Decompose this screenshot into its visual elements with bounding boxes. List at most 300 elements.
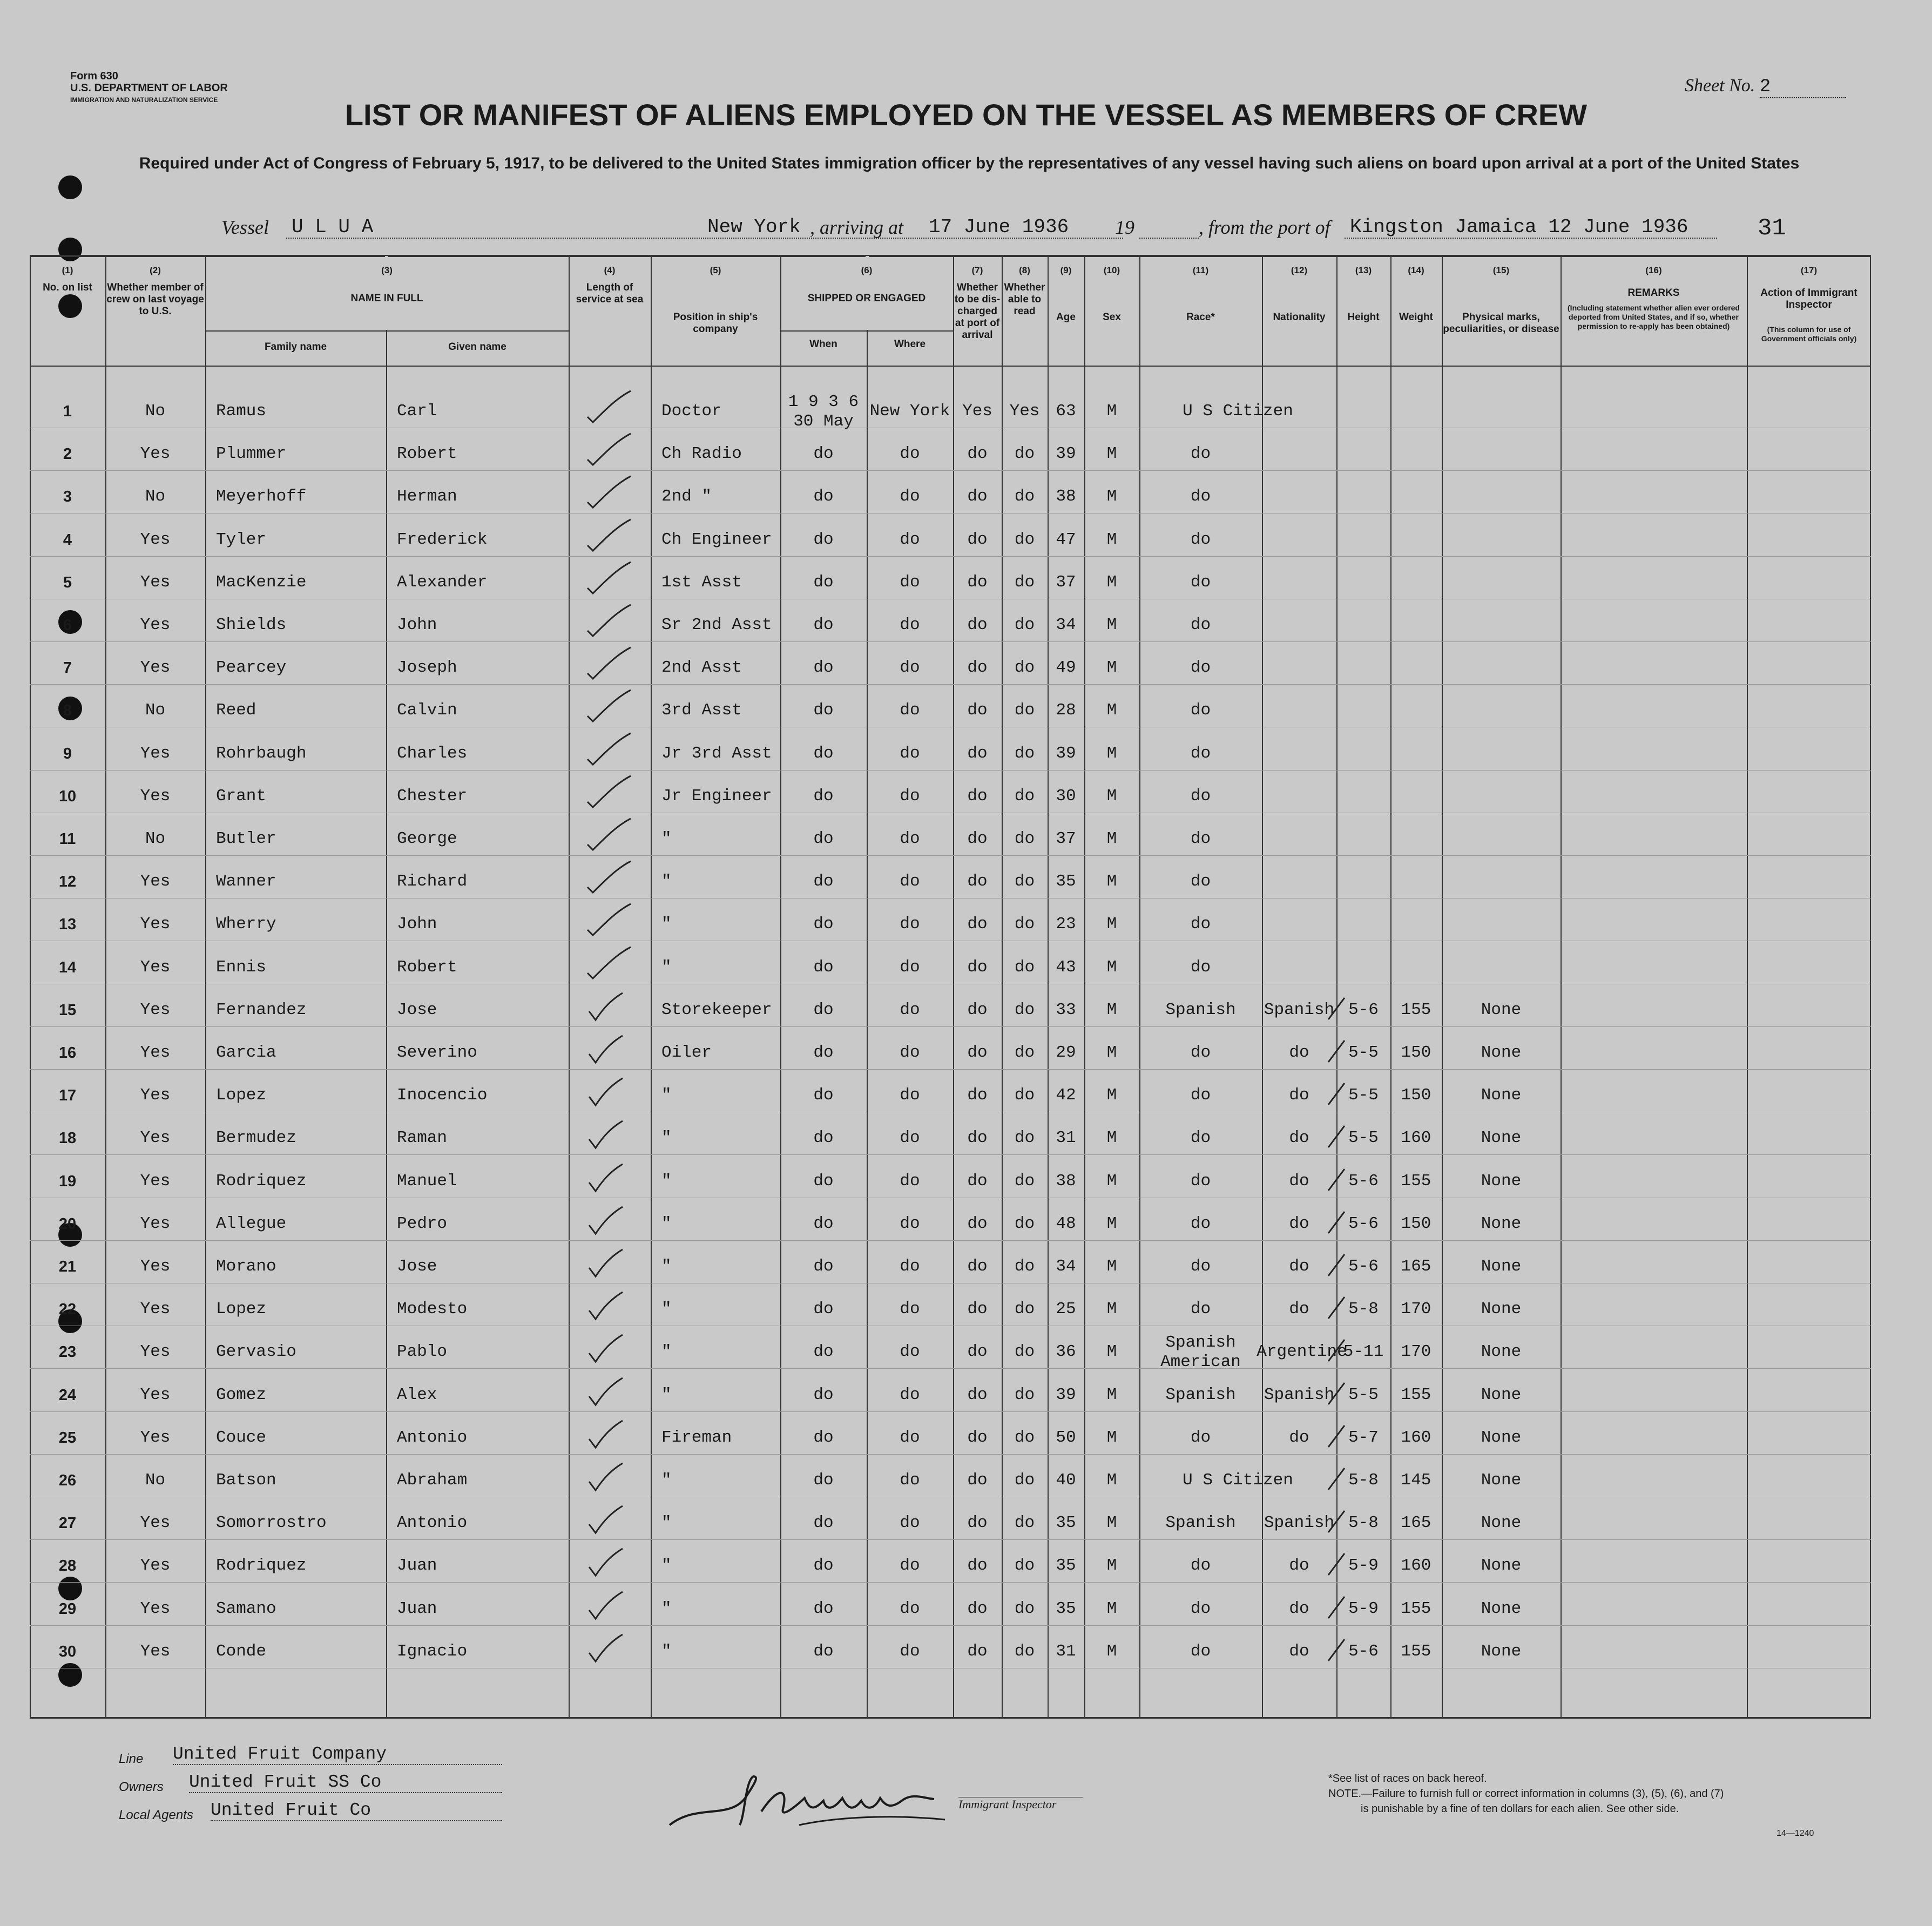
shipped-where: do [900, 1257, 920, 1276]
tick-mark-icon [1326, 1337, 1347, 1364]
nationality: do [1289, 1214, 1309, 1233]
position: " [661, 1086, 672, 1105]
last-voyage: Yes [140, 1000, 171, 1019]
position: " [661, 1513, 672, 1533]
family-name-header: Family name [264, 341, 327, 353]
age: 42 [1056, 1086, 1076, 1105]
form-number: Form 630 [70, 70, 118, 82]
shipped-where: do [900, 572, 920, 592]
race-note: *See list of races on back hereof. [1328, 1773, 1487, 1785]
last-voyage: Yes [140, 1385, 171, 1404]
discharged: do [967, 829, 988, 848]
nationality: do [1289, 1128, 1309, 1148]
last-voyage: Yes [140, 915, 171, 934]
last-voyage: Yes [140, 1428, 171, 1447]
last-voyage: No [145, 829, 166, 848]
given-name: Manuel [397, 1171, 457, 1191]
shipped-where: do [900, 487, 920, 506]
shipped-when: do [813, 701, 834, 720]
sex: M [1106, 530, 1117, 549]
weight: 160 [1401, 1128, 1431, 1148]
race: do [1190, 616, 1211, 634]
able-to-read: do [1014, 915, 1035, 934]
sex: M [1106, 1556, 1117, 1576]
position: " [661, 1599, 672, 1618]
sex: M [1106, 1086, 1117, 1105]
check-mark-icon [585, 946, 633, 984]
given-name: Inocencio [397, 1086, 488, 1105]
last-voyage: Yes [140, 744, 171, 763]
nationality: do [1289, 1043, 1309, 1062]
able-to-read: do [1014, 487, 1035, 506]
position: " [661, 872, 672, 891]
sheet-value: 2 [1760, 77, 1846, 98]
sex: M [1106, 444, 1117, 464]
discharged: do [967, 530, 988, 549]
able-to-read: do [1014, 530, 1035, 549]
column-header: Weight [1399, 312, 1433, 323]
able-to-read: do [1014, 1171, 1035, 1191]
shipped-when: do [813, 1471, 834, 1490]
position: Fireman [661, 1428, 732, 1447]
last-voyage: Yes [140, 1043, 171, 1062]
discharged: do [967, 616, 988, 634]
given-name: George [397, 829, 457, 848]
height: 5-7 [1348, 1428, 1379, 1447]
column-number: (3) [381, 265, 393, 275]
column-number: (7) [971, 265, 983, 275]
family-name: Reed [216, 701, 256, 720]
weight: 155 [1401, 1641, 1431, 1661]
able-to-read: do [1014, 1257, 1035, 1276]
shipped-when: do [813, 1385, 834, 1404]
check-mark-icon [585, 1160, 633, 1198]
shipped-when: do [813, 744, 834, 763]
family-name: Somorrostro [216, 1513, 327, 1533]
shipped-where: do [900, 530, 920, 549]
physical-marks: None [1481, 1556, 1522, 1576]
last-voyage: Yes [140, 1128, 171, 1148]
check-mark-icon [585, 646, 633, 684]
column-number: (2) [150, 265, 161, 275]
vessel-name: U L U A [292, 216, 374, 238]
form-code: 14—1240 [1776, 1829, 1814, 1838]
physical-marks: None [1481, 1641, 1522, 1661]
family-name: Gomez [216, 1385, 267, 1404]
check-mark-icon [585, 1117, 633, 1154]
family-name: Lopez [216, 1086, 267, 1105]
column-header: Race* [1186, 312, 1215, 323]
last-voyage: Yes [140, 957, 171, 977]
discharged: do [967, 1342, 988, 1362]
check-mark-icon [585, 817, 633, 855]
nationality: do [1289, 1300, 1309, 1319]
shipped-when: do [813, 616, 834, 634]
column-header: Whether able to read [1004, 282, 1045, 317]
column-number: (1) [62, 265, 73, 275]
age: 34 [1056, 1257, 1076, 1276]
last-voyage: No [145, 701, 166, 720]
race: do [1190, 572, 1211, 592]
shipped-when: do [813, 530, 834, 549]
able-to-read: do [1014, 616, 1035, 634]
check-mark-icon [585, 1544, 633, 1582]
age: 23 [1056, 915, 1076, 934]
sex: M [1106, 829, 1117, 848]
last-voyage: Yes [140, 616, 171, 634]
position: " [661, 915, 672, 934]
arriving-label: , arriving at [810, 217, 904, 238]
race: American [1160, 1353, 1241, 1372]
age: 49 [1056, 658, 1076, 678]
last-voyage: Yes [140, 786, 171, 806]
shipped-when: do [813, 1171, 834, 1191]
height: 5-6 [1348, 1641, 1379, 1661]
shipped-when: do [813, 1043, 834, 1062]
age: 43 [1056, 957, 1076, 977]
height: 5-9 [1348, 1556, 1379, 1576]
family-name: Shields [216, 616, 287, 634]
family-name: Rodriquez [216, 1556, 307, 1576]
age: 63 [1056, 402, 1076, 421]
family-name: Meyerhoff [216, 487, 307, 506]
race: Spanish [1165, 1385, 1236, 1404]
sex: M [1106, 701, 1117, 720]
discharged: do [967, 1000, 988, 1019]
able-to-read: do [1014, 872, 1035, 891]
shipped-where: do [900, 1000, 920, 1019]
nationality: Spanish [1264, 1000, 1335, 1019]
sex: M [1106, 1471, 1117, 1490]
last-voyage: Yes [140, 1641, 171, 1661]
given-name: Herman [397, 487, 457, 506]
column-number: (12) [1291, 265, 1308, 275]
position: Jr Engineer [661, 786, 772, 806]
column-number: (16) [1645, 265, 1662, 275]
check-mark-icon [585, 1502, 633, 1539]
able-to-read: do [1014, 1428, 1035, 1447]
tick-mark-icon [1326, 1551, 1347, 1578]
check-mark-icon [585, 518, 633, 556]
shipped-when: do [813, 1300, 834, 1319]
position: Jr 3rd Asst [661, 744, 772, 763]
family-name: Ramus [216, 402, 267, 421]
given-name: Frederick [397, 530, 488, 549]
discharged: do [967, 1471, 988, 1490]
line-number: 16 [58, 1044, 77, 1062]
family-name: Fernandez [216, 1000, 307, 1019]
discharged: do [967, 915, 988, 934]
column-number: (14) [1408, 265, 1424, 275]
able-to-read: do [1014, 1043, 1035, 1062]
tick-mark-icon [1326, 1465, 1347, 1492]
sex: M [1106, 402, 1117, 421]
able-to-read: do [1014, 572, 1035, 592]
position: Ch Radio [661, 444, 742, 464]
shipped-when: do [813, 1086, 834, 1105]
last-voyage: Yes [140, 872, 171, 891]
shipped-when: 30 May [793, 412, 854, 431]
footer-notes [1328, 1771, 1847, 1816]
sheet-label: Sheet No. [1685, 76, 1755, 96]
age: 47 [1056, 530, 1076, 549]
last-voyage: Yes [140, 1214, 171, 1233]
given-name: Chester [397, 786, 468, 806]
position: " [661, 1641, 672, 1661]
physical-marks: None [1481, 1599, 1522, 1618]
line-number: 3 [63, 488, 72, 506]
given-name: Modesto [397, 1300, 468, 1319]
shipped-where: do [900, 744, 920, 763]
last-voyage: Yes [140, 444, 171, 464]
race: do [1190, 1428, 1211, 1447]
tick-mark-icon [1326, 1508, 1347, 1535]
shipped-when: do [813, 1214, 834, 1233]
shipped-when: do [813, 1128, 834, 1148]
family-name: Conde [216, 1641, 267, 1661]
given-name: Pablo [397, 1342, 448, 1362]
age: 36 [1056, 1342, 1076, 1362]
line-number: 14 [58, 958, 77, 976]
last-voyage: Yes [140, 572, 171, 592]
vessel-label: Vessel [221, 217, 269, 238]
sex: M [1106, 1513, 1117, 1533]
from-port-label: , from the port of [1199, 217, 1330, 238]
race: Spanish [1165, 1333, 1236, 1353]
shipped-when: do [813, 1513, 834, 1533]
shipped-where: do [900, 444, 920, 464]
last-voyage: Yes [140, 530, 171, 549]
discharged: do [967, 1214, 988, 1233]
line-number: 8 [63, 702, 72, 720]
last-voyage: Yes [140, 1300, 171, 1319]
age: 35 [1056, 1599, 1076, 1618]
column-header: Age [1056, 312, 1076, 323]
race: do [1190, 701, 1211, 720]
given-name: Carl [397, 402, 437, 421]
race: Spanish [1165, 1000, 1236, 1019]
sex: M [1106, 1214, 1117, 1233]
age: 35 [1056, 1513, 1076, 1533]
height: 5-6 [1348, 1214, 1379, 1233]
shipped-when: do [813, 658, 834, 678]
shipped-where: do [900, 1641, 920, 1661]
discharged: do [967, 1043, 988, 1062]
penalty-note-continued: is punishable by a fine of ten dollars for each alien. See other side. [1361, 1803, 1679, 1815]
given-name: Richard [397, 872, 468, 891]
position: Sr 2nd Asst [661, 616, 772, 634]
column-header: Length of service at sea [576, 282, 644, 305]
sex: M [1106, 1385, 1117, 1404]
age: 38 [1056, 1171, 1076, 1191]
check-mark-icon [585, 604, 633, 641]
shipped-when: do [813, 829, 834, 848]
age: 35 [1056, 872, 1076, 891]
last-voyage: Yes [140, 1556, 171, 1576]
able-to-read: do [1014, 1471, 1035, 1490]
position: " [661, 1471, 672, 1490]
column-number: (5) [710, 265, 721, 275]
race: do [1190, 1300, 1211, 1319]
position: Storekeeper [661, 1000, 772, 1019]
race: do [1190, 1556, 1211, 1576]
column-number: (15) [1492, 265, 1510, 275]
race: do [1190, 786, 1211, 806]
height: 5-11 [1343, 1342, 1384, 1362]
discharged: do [967, 1385, 988, 1404]
position: 2nd " [661, 487, 712, 506]
shipped-when: do [813, 872, 834, 891]
discharged: do [967, 1128, 988, 1148]
discharged: do [967, 1556, 988, 1576]
family-name: Ennis [216, 957, 267, 977]
able-to-read: do [1014, 1556, 1035, 1576]
column-header: Sex [1103, 312, 1121, 323]
given-name: Pedro [397, 1214, 448, 1233]
shipped-when: do [813, 1000, 834, 1019]
discharged: do [967, 1171, 988, 1191]
shipped-where: do [900, 829, 920, 848]
sex: M [1106, 1171, 1117, 1191]
check-mark-icon [585, 775, 633, 813]
able-to-read: do [1014, 1385, 1035, 1404]
nationality: do [1289, 1599, 1309, 1618]
sex: M [1106, 915, 1117, 934]
crew-manifest-table [30, 255, 1871, 1718]
weight: 170 [1401, 1342, 1431, 1362]
shipped-when: do [813, 1342, 834, 1362]
check-mark-icon [585, 903, 633, 941]
where-header: Where [894, 339, 926, 350]
age: 33 [1056, 1000, 1076, 1019]
race: Spanish [1165, 1513, 1236, 1533]
remarks-note: (Including statement whether alien ever ordered deported from United States, and if so, whether permission to re-apply has been obtained) [1568, 303, 1740, 330]
shipped-where: do [900, 1171, 920, 1191]
shipped-where: do [900, 658, 920, 678]
given-name: Severino [397, 1043, 477, 1062]
family-name: Garcia [216, 1043, 276, 1062]
line-number: 19 [58, 1172, 77, 1190]
race: do [1190, 530, 1211, 549]
last-voyage: Yes [140, 1342, 171, 1362]
age: 40 [1056, 1471, 1076, 1490]
nationality: Spanish [1264, 1513, 1335, 1533]
family-name: Tyler [216, 530, 267, 549]
discharged: do [967, 658, 988, 678]
check-mark-icon [585, 1374, 633, 1411]
column-number: (17) [1800, 265, 1818, 275]
discharged: do [967, 1086, 988, 1105]
owners-value: United Fruit SS Co [189, 1772, 502, 1793]
year-label: 19 [1115, 217, 1134, 238]
given-name-header: Given name [448, 341, 506, 353]
tick-mark-icon [1326, 995, 1347, 1022]
last-voyage: No [145, 1471, 166, 1490]
discharged: Yes [962, 402, 992, 421]
sex: M [1106, 744, 1117, 763]
weight: 165 [1401, 1513, 1431, 1533]
owner-information [119, 1744, 713, 1828]
shipped-where: do [900, 1599, 920, 1618]
able-to-read: do [1014, 786, 1035, 806]
when-header: When [809, 339, 837, 350]
race: do [1190, 1171, 1211, 1191]
age: 37 [1056, 829, 1076, 848]
able-to-read: do [1014, 1342, 1035, 1362]
position: 3rd Asst [661, 701, 742, 720]
check-mark-icon [585, 432, 633, 470]
line-number: 7 [63, 659, 72, 677]
agents-row [119, 1800, 713, 1828]
column-number: (4) [604, 265, 616, 275]
agents-value: United Fruit Co [211, 1800, 502, 1821]
able-to-read: do [1014, 1513, 1035, 1533]
line-number: 6 [63, 617, 72, 634]
line-number: 26 [58, 1472, 77, 1489]
last-voyage: No [145, 402, 166, 421]
nationality: do [1289, 1556, 1309, 1576]
family-name: Morano [216, 1257, 276, 1276]
discharged: do [967, 786, 988, 806]
family-name: Wherry [216, 915, 276, 934]
height: 5-5 [1348, 1385, 1379, 1404]
sex: M [1106, 1599, 1117, 1618]
check-mark-icon [585, 475, 633, 513]
race: do [1190, 1043, 1211, 1062]
check-mark-icon [585, 689, 633, 727]
race: do [1190, 872, 1211, 891]
race: U S Citizen [1183, 1471, 1293, 1490]
shipped-when: do [813, 1257, 834, 1276]
shipped-where: do [900, 1556, 920, 1576]
able-to-read: Yes [1009, 402, 1040, 421]
given-name: John [397, 616, 437, 634]
given-name: Ignacio [397, 1641, 468, 1661]
shipped-when: do [813, 786, 834, 806]
check-mark-icon [585, 561, 633, 599]
column-number: (8) [1019, 265, 1030, 275]
family-name: Couce [216, 1428, 267, 1447]
tick-mark-icon [1326, 1637, 1347, 1664]
tick-mark-icon [1326, 1038, 1347, 1065]
check-mark-icon [585, 1031, 633, 1069]
line-label: Line [119, 1752, 144, 1766]
shipped-when: do [813, 1599, 834, 1618]
able-to-read: do [1014, 444, 1035, 464]
sex: M [1106, 957, 1117, 977]
column-header: Position in ship's company [673, 312, 758, 335]
given-name: Alexander [397, 572, 488, 592]
physical-marks: None [1481, 1428, 1522, 1447]
physical-marks: None [1481, 1513, 1522, 1533]
weight: 155 [1401, 1171, 1431, 1191]
line-number: 1 [63, 403, 72, 420]
given-name: Robert [397, 444, 457, 464]
family-name: Rohrbaugh [216, 744, 307, 763]
able-to-read: do [1014, 1641, 1035, 1661]
tick-mark-icon [1326, 1166, 1347, 1193]
age: 31 [1056, 1128, 1076, 1148]
nationality: Argentine [1257, 1342, 1347, 1362]
check-mark-icon [585, 732, 633, 770]
weight: 160 [1401, 1428, 1431, 1447]
shipped-where: do [900, 1300, 920, 1319]
check-mark-icon [585, 1587, 633, 1625]
shipped-when: 1 9 3 6 [788, 393, 859, 411]
sex: M [1106, 1641, 1117, 1661]
race: do [1190, 829, 1211, 848]
sex: M [1106, 786, 1117, 806]
